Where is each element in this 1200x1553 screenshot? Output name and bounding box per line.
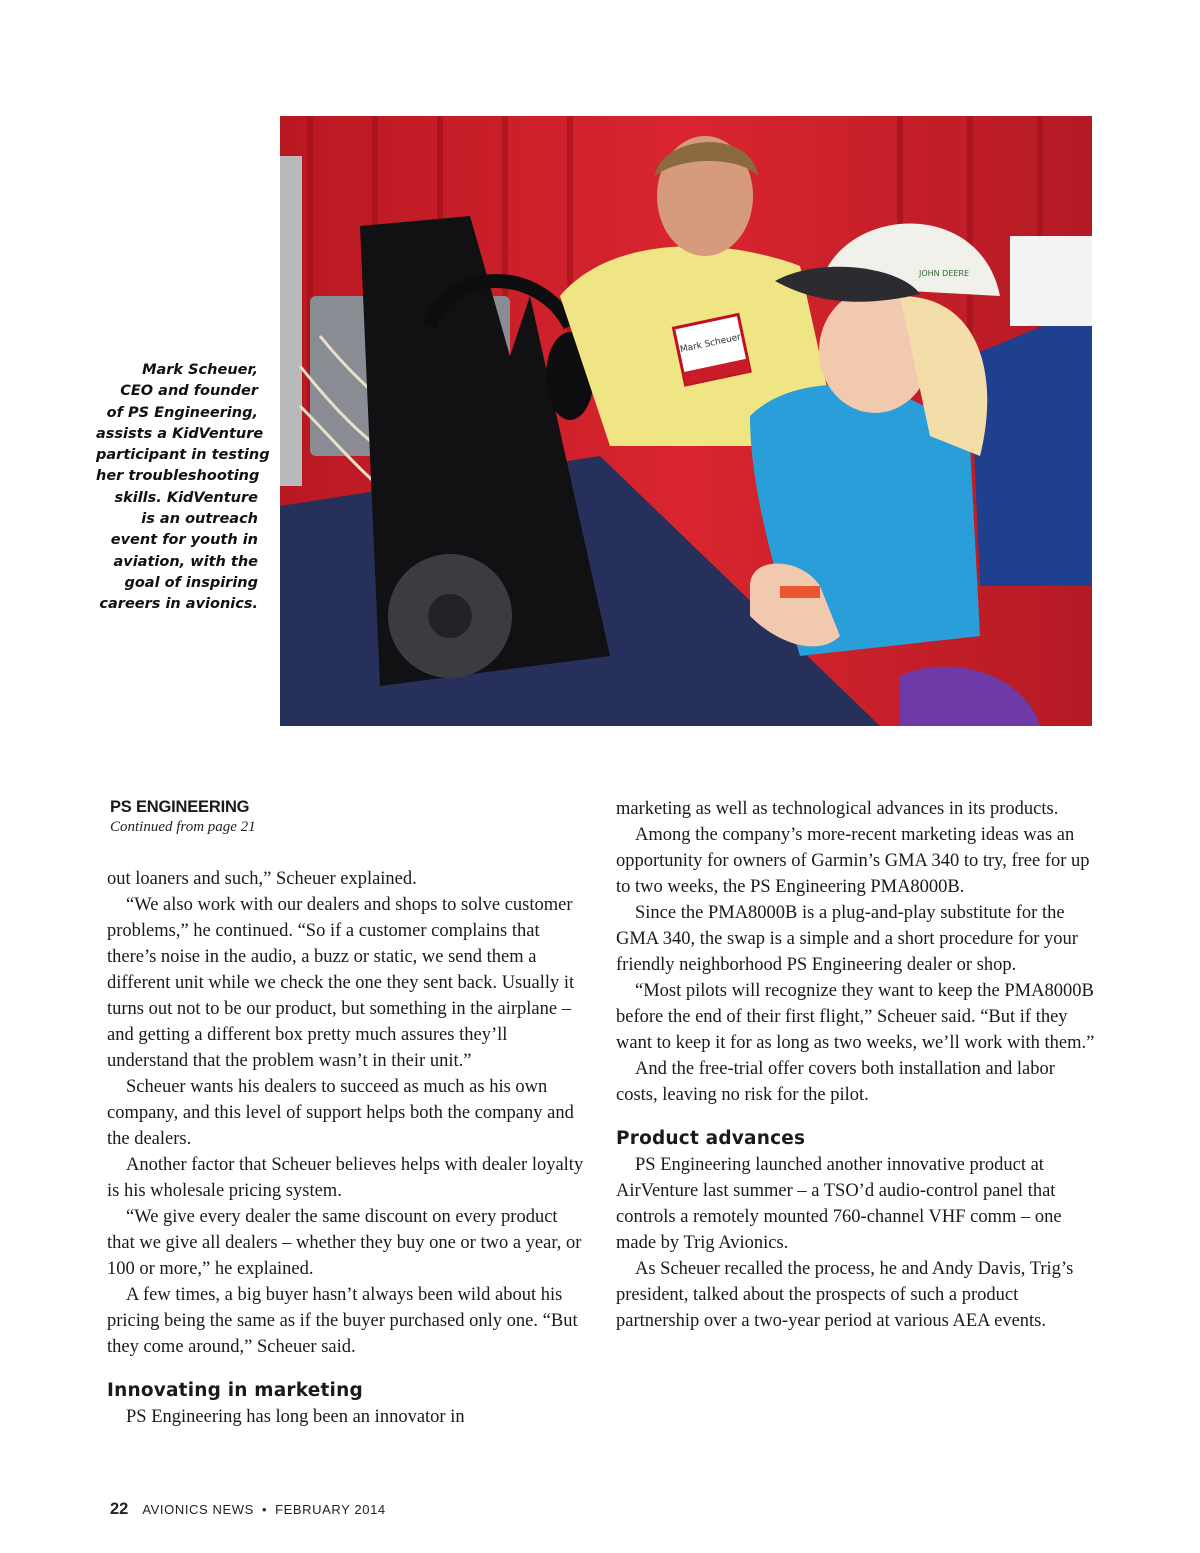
paragraph: PS Engineering has long been an innovator in (126, 1407, 465, 1427)
publication-name: AVIONICS NEWS (142, 1502, 254, 1517)
article-photo (280, 116, 1092, 726)
paragraph: Scheuer wants his dealers to succeed as much as his own company, and this level of support helps both the company and the dealers. (107, 1077, 574, 1149)
subheading-marketing: Innovating in marketing (107, 1380, 363, 1401)
caption-line: is an outreach (141, 511, 258, 528)
caption-line: careers in avionics. (99, 596, 258, 613)
footer-separator: • (261, 1502, 268, 1517)
paragraph: Another factor that Scheuer believes helps with dealer loyalty is his wholesale pricing system. (107, 1155, 584, 1201)
paragraph: And the free-trial offer covers both installation and labor costs, leaving no risk for the pilot. (616, 1059, 1055, 1105)
caption-line: goal of inspiring (124, 574, 258, 591)
photo-caption (96, 360, 270, 616)
caption-line: CEO and founder (120, 383, 258, 400)
section-tag: PS ENGINEERING (110, 798, 250, 816)
metal-pole (280, 156, 302, 486)
page-footer (110, 1500, 386, 1519)
paragraph: Among the company’s more-recent marketing ideas was an opportunity for owners of Garmin’s GMA 340 to try, free for up to two weeks, the PS Engineering PMA8000B. (616, 825, 1090, 897)
paragraph: PS Engineering launched another innovative product at AirVenture last summer – a TSO’d audio-control panel that controls a remotely mounted 760-channel VHF comm – one made by Trig Avionics. (616, 1155, 1062, 1253)
subheading-product-advances: Product advances (616, 1128, 806, 1149)
article-column-right (616, 796, 1096, 1334)
continued-note: Continued from page 21 (110, 819, 256, 835)
brochures (1010, 236, 1092, 326)
name-badge (674, 314, 751, 384)
caption-line: of PS Engineering, (106, 404, 258, 421)
paragraph: “We also work with our dealers and shops to solve customer problems,” he continued. “So if a customer complains that there’s noise in the audio, a buzz or static, we send them a different unit while we check the one they sent back. Usually it turns out not to be our product, but something in the airplane – and getting a different box pretty much assures they’ll understand that the problem wasn’t in their unit.” (107, 895, 575, 1071)
article-column-left (107, 796, 587, 1430)
caption-line: Mark Scheuer, (142, 362, 258, 378)
paragraph: Since the PMA8000B is a plug-and-play substitute for the GMA 340, the swap is a simple and a short procedure for your friendly neighborhood PS Engineering dealer or shop. (616, 903, 1078, 975)
paragraph: “We give every dealer the same discount on every product that we give all dealers – whether they buy one or two a year, or 100 or more,” he explained. (107, 1207, 582, 1279)
paragraph: out loaners and such,” Scheuer explained. (107, 869, 417, 889)
paragraph: As Scheuer recalled the process, he and Andy Davis, Trig’s president, talked about the prospects of such a product partnership over a two-year period at various AEA events. (616, 1259, 1074, 1331)
photo-illustration (280, 116, 1092, 726)
caption-line: event for youth in (110, 532, 258, 549)
badge-name: Mark Scheuer (679, 332, 742, 356)
caption-line: aviation, with the (113, 553, 258, 570)
caption-line: her troubleshooting (96, 468, 260, 485)
caption-line: assists a KidVenture (96, 425, 264, 442)
paragraph: marketing as well as technological advances in its products. (616, 799, 1059, 819)
cap-logo: JOHN DEERE (918, 269, 970, 278)
issue-date: FEBRUARY 2014 (275, 1502, 386, 1517)
paragraph: “Most pilots will recognize they want to keep the PMA8000B before the end of their first flight,” Scheuer said. “But if they want to keep it for as long as two weeks, we’ll work with them.” (616, 981, 1095, 1053)
caption-line: participant in testing (96, 447, 270, 464)
caption-line: skills. KidVenture (114, 489, 258, 506)
wristband (780, 586, 820, 598)
page-number: 22 (110, 1500, 129, 1518)
paragraph: A few times, a big buyer hasn’t always been wild about his pricing being the same as if the buyer purchased only one. “But they come around,” Scheuer said. (107, 1285, 578, 1357)
